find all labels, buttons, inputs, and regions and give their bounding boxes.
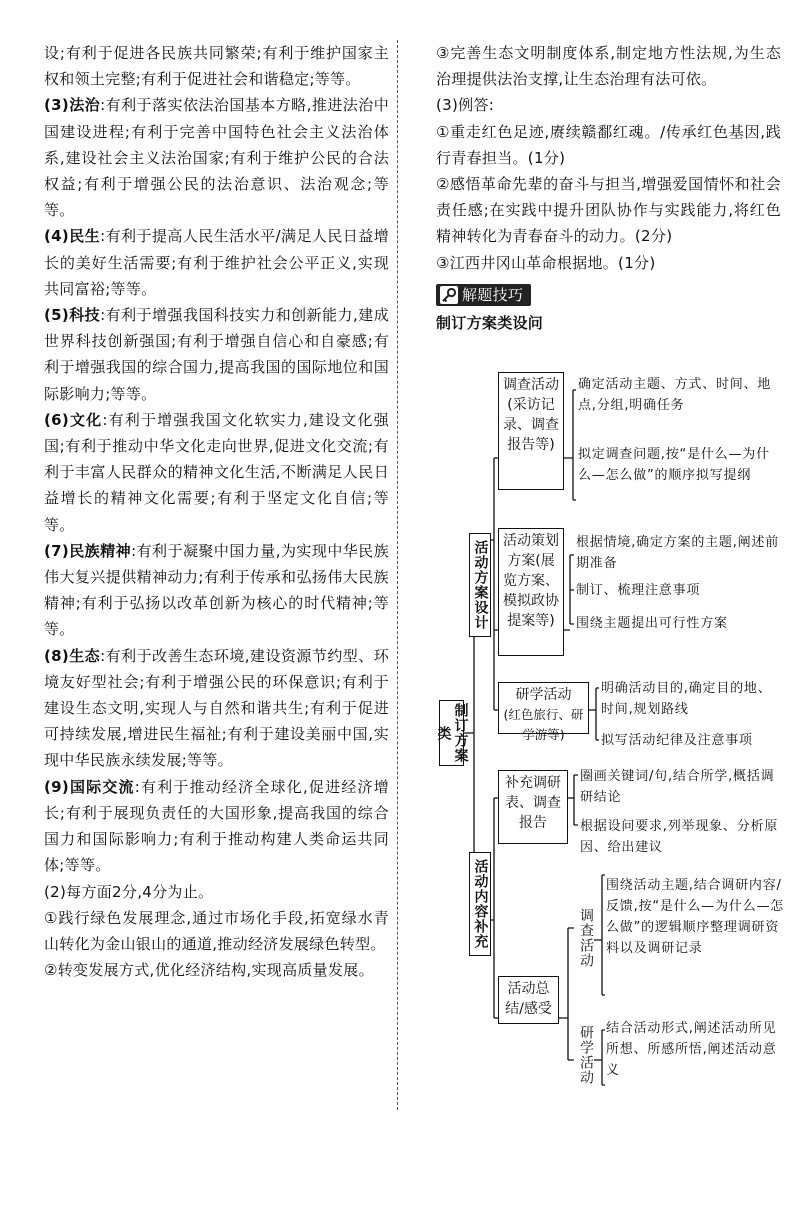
tips-tag-label: 解题技巧 xyxy=(462,285,524,304)
paragraph-example-1: ①重走红色足迹,赓续赣鄱红魂。/传承红色基因,践行青春担当。(1分) xyxy=(436,122,781,167)
paragraph-international: (9)国际交流:有利于推动经济全球化,促进经济增长;有利于展现负责任的大国形象,提高我国的综合国力和国际影响力;有利于推动构建人类命运共同体;等等。 xyxy=(44,777,389,875)
leaf-planning-1: 根据情境,确定方案的主题,阐述前期准备 xyxy=(576,535,780,571)
tips-tag xyxy=(436,284,531,306)
mindmap-node-study-tour xyxy=(498,682,589,742)
tips-subtitle: 制订方案类设问 xyxy=(436,313,544,332)
paragraph-example-head: (3)例答: xyxy=(436,96,495,115)
leaf-survey-2: 拟定调查问题,按“是什么—为什么—怎么做”的顺序拟写提纲 xyxy=(578,447,770,483)
paragraph-livelihood: (4)民生:有利于提高人民生活水平/满足人民日益增长的美好生活需要;有利于维护社会公平正义,实现共同富裕;等等。 xyxy=(44,227,389,298)
leaf-summary-survey: 围绕活动主题,结合调研内容/反馈,按“是什么—为什么—怎么做”的逻辑顺序整理调研资料以及调研记录 xyxy=(606,878,785,956)
study-tour-sub: (红色旅行、研学游等) xyxy=(503,707,584,742)
left-column xyxy=(44,40,389,983)
paragraph-scoring: (2)每方面2分,4分为止。 xyxy=(44,882,214,901)
mindmap-branch-plan-design: 活动方案设计 xyxy=(469,533,491,637)
mindmap-node-summary: 活动总结/感受 xyxy=(498,976,559,1024)
paragraph-example-2: ②感悟革命先辈的奋斗与担当,增强爱国情怀和社会责任感;在实践中提升团队协作与实践能力,将红色精神转化为青春奋斗的动力。(2分) xyxy=(436,175,781,246)
paragraph-law: (3)法治:有利于落实依法治国基本方略,推进法治中国建设进程;有利于完善中国特色社会主义法治体系,建设社会主义法治国家;有利于维护公民的合法权益;有利于增强公民的法治意识、法治观念;等等。 xyxy=(44,96,390,220)
sub-survey-activity: 调查活动 xyxy=(578,908,594,968)
paragraph-ecology: (8)生态:有利于改善生态环境,建设资源节约型、环境友好型社会;有利于增强公民的环保意识;有利于建设生态文明,实现人与自然和谐共生;有利于促进可持续发展,增进民生福祉;有利于建设美丽中国,实现中华民族永续发展;等等。 xyxy=(44,646,390,770)
mindmap-node-survey: 调查活动(采访记录、调查报告等) xyxy=(498,372,564,490)
leaf-planning-3: 围绕主题提出可行性方案 xyxy=(576,616,728,631)
paragraph-answer-1: ①践行绿色发展理念,通过市场化手段,拓宽绿水青山转化为金山银山的通道,推动经济发展绿色转型。 xyxy=(44,908,389,953)
paragraph-technology: (5)科技:有利于增强我国科技实力和创新能力,建成世界科技创新强国;有利于增强自信心和自豪感;有利于增强我国的综合国力,提高我国的国际地位和国际影响力;等等。 xyxy=(44,306,390,403)
leaf-report-1: 圈画关键词/句,结合所学,概括调研结论 xyxy=(580,769,775,805)
mindmap-node-planning: 活动策划方案(展览方案、模拟政协提案等) xyxy=(498,528,564,656)
leaf-study-1: 明确活动目的,确定目的地、时间,规划路线 xyxy=(601,681,772,717)
paragraph-example-3: ③江西井冈山革命根据地。(1分) xyxy=(436,253,656,272)
leaf-planning-2: 制订、梳理注意事项 xyxy=(576,583,701,598)
leaf-study-2: 拟写活动纪律及注意事项 xyxy=(601,733,753,748)
mindmap xyxy=(436,370,791,1090)
paragraph-national-spirit: (7)民族精神:有利于凝聚中国力量,为实现中华民族伟大复兴提供精神动力;有利于传承和弘扬伟大民族精神;有利于弘扬以改革创新为核心的时代精神;等等。 xyxy=(44,541,390,639)
leaf-report-2: 根据设问要求,列举现象、分析原因、给出建议 xyxy=(580,819,779,855)
column-divider xyxy=(397,40,398,1110)
leaf-survey-1: 确定活动主题、方式、时间、地点,分组,明确任务 xyxy=(578,377,772,413)
key-icon xyxy=(440,286,458,304)
mindmap-branch-content-supplement: 活动内容补充 xyxy=(469,852,491,956)
paragraph-answer-2: ②转变发展方式,优化经济结构,实现高质量发展。 xyxy=(44,961,374,980)
study-tour-title: 研学活动 xyxy=(515,687,572,703)
paragraph-culture: (6)文化:有利于增强我国文化软实力,建设文化强国;有利于推动中华文化走向世界,促进文化交流;有利于丰富人民群众的精神文化生活,不断满足人民日益增长的精神文化需要;有利于坚定文化自信;等等。 xyxy=(44,410,389,534)
mindmap-root: 制订方案类 xyxy=(439,700,464,766)
mindmap-node-supplement-report: 补充调研表、调查报告 xyxy=(498,770,568,844)
right-column xyxy=(436,40,781,336)
leaf-summary-study: 结合活动形式,阐述活动所见所想、所感所悟,阐述活动意义 xyxy=(606,1021,777,1078)
paragraph-answer-3: ③完善生态文明制度体系,制定地方性法规,为生态治理提供法治支撑,让生态治理有法可依。 xyxy=(436,44,781,89)
sub-study-activity: 研学活动 xyxy=(578,1025,594,1085)
paragraph-0: 设;有利于促进各民族共同繁荣;有利于维护国家主权和领土完整;有利于促进社会和谐稳定;等等。 xyxy=(44,44,389,89)
tips-header xyxy=(436,282,781,308)
